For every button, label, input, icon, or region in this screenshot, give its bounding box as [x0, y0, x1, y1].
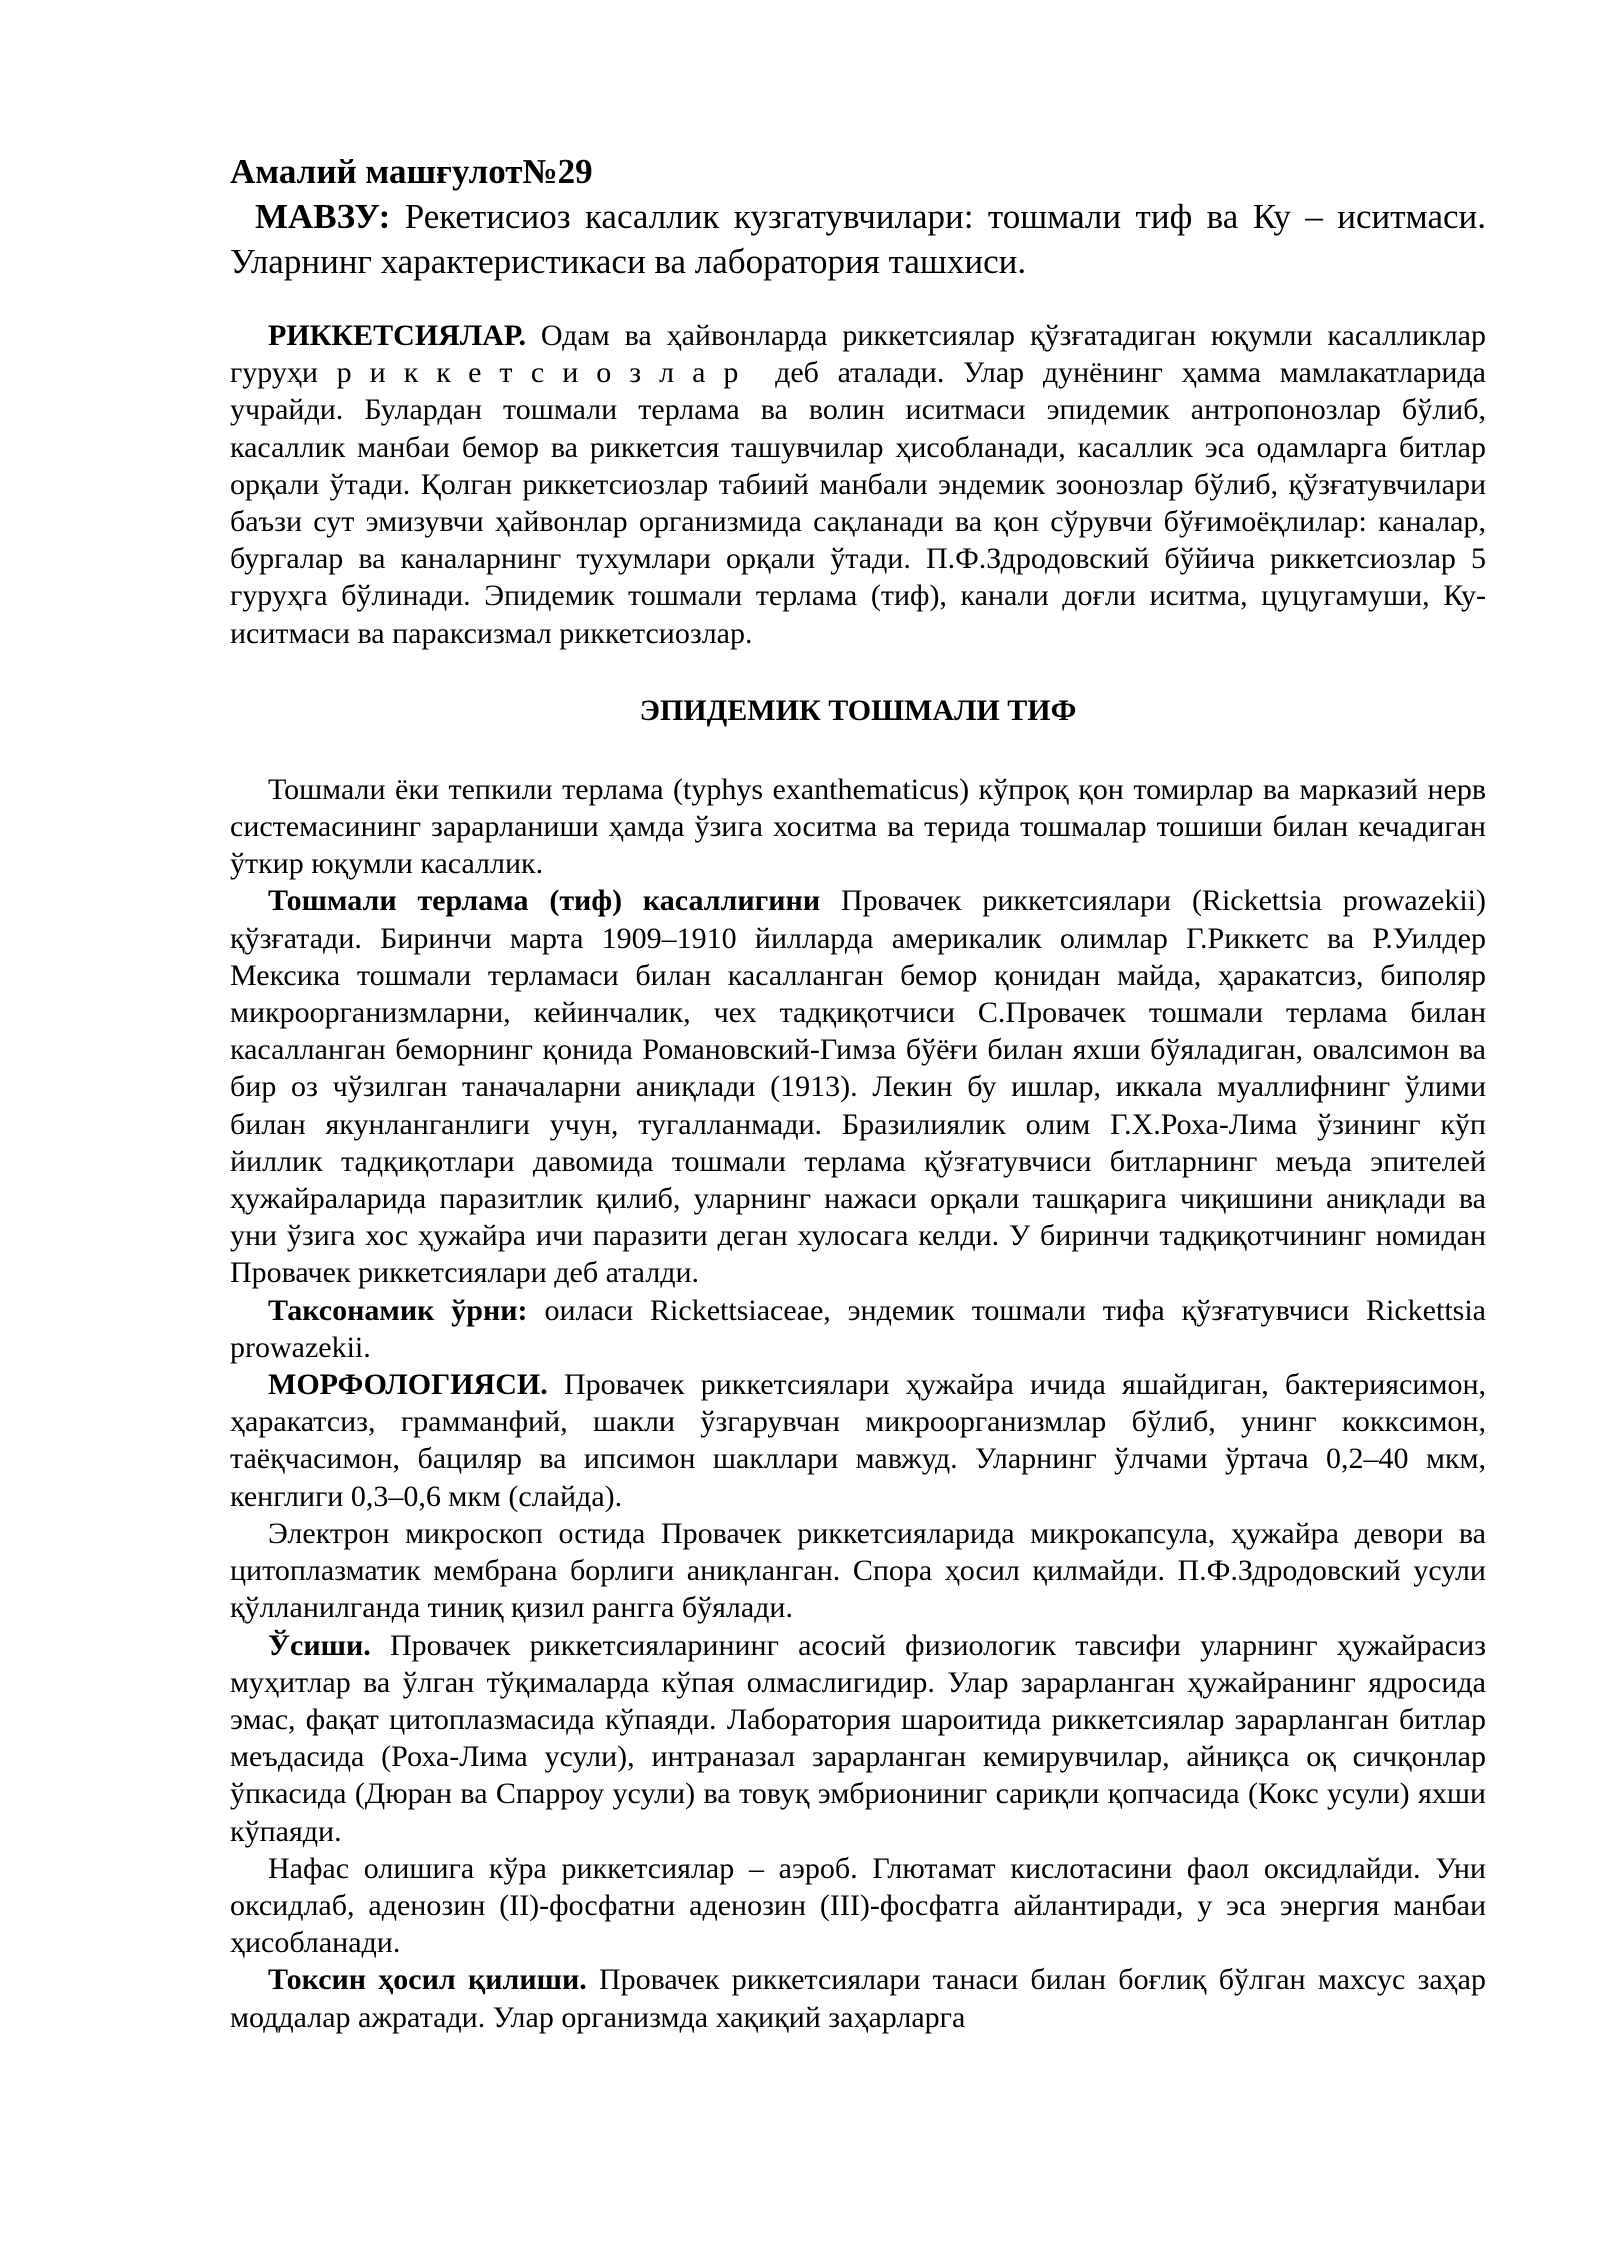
paragraph-text: Одам ва ҳайвонларда риккетсиялар қўзғатадиган юқумли касалликлар гуруҳи — [230, 319, 1486, 390]
spaced-term: риккетсиозлар — [336, 356, 757, 390]
paragraph-text: оиласи Rickettsiaceae, эндемик тошмали тифа қўзғатувчиси Rickettsia prowazekii. — [230, 1293, 1486, 1364]
paragraph-text: деб аталади. Улар дунёнинг ҳамма мамлакатларида учрайди. Булардан тошмали терлама ва волин иситмаси эпидемик антропонозлар бўлиб, касаллик манбаи бемор ва риккетсия ташувчилар ҳисобланади, касаллик эса одамларга битлар орқали ўтади. Қолган риккетсиозлар табиий манбали эндемик зоонозлар бўлиб, қўзғатувчилари баъзи сут эмизувчи ҳайвонлар организмида сақланади ва қон сўрувчи бўғимоёқлилар: каналар, бургалар ва каналарнинг тухумлари орқали ўтади. П.Ф.Здродовский бўйича риккетсиозлар 5 гуруҳга бўлинади. Эпидемик тошмали терлама (тиф), канали доғли иситма, цуцугамуши, Ку-иситмаси ва параксизмал риккетсиозлар. — [230, 356, 1486, 650]
paragraph-lead: Тошмали терлама (тиф) касаллигини — [268, 884, 821, 918]
paragraph-lead: МОРФОЛОГИЯСИ. — [268, 1368, 548, 1402]
paragraph-definition: Тошмали ёки тепкили терлама (typhys exanthematicus) кўпроқ қон томирлар ва марказий нерв системасининг зарарланиши ҳамда ўзига хоситма ва терида тошмалар тошиши билан кечадиган ўткир юқумли касаллик. — [230, 772, 1486, 881]
document-title: Амалий машғулот№29 — [230, 152, 593, 191]
topic-text: Рекетисиоз касаллик кузгатувчилари: тошмали тиф ва Ку – иситмаси. Уларнинг характеристикаси ва лаборатория ташхиси. — [230, 197, 1486, 281]
paragraph-text: Провачек риккетсиялари (Rickettsia prowazekii) қўзғатади. Биринчи марта 1909–1910 йилларда америкалик олимлар Г.Риккетс ва Р.Уилдер Мексика тошмали терламаси билан касалланган бемор қонидан майда, ҳаракатсиз, биполяр микроорганизмларни, кейинчалик, чех тадқиқотчиси С.Провачек тошмали терлама билан касалланган беморнинг қонида Романовский-Гимза бўёғи билан яхши бўяладиган, овалсимон ва бир оз чўзилган таначаларни аниқлади (1913). Лекин бу ишлар, иккала муаллифнинг ўлими билан якунланганлиги учун, тугалланмади. Бразилиялик олим Г.Х.Роха-Лима ўзининг кўп йиллик тадқиқотлари давомида тошмали терлама қўзғатувчиси битларнинг меъда эпителей ҳужайраларида паразитлик қилиб, уларнинг нажаси орқали ташқарига чиқишини аниқлади ва уни ўзига хос ҳужайра ичи паразити деган хулосага келди. У биринчи тадқиқотчининг номидан Провачек риккетсиялари деб аталди. — [230, 884, 1487, 1290]
paragraph-history — [230, 882, 1486, 1291]
paragraph-toxin — [230, 1961, 1486, 2035]
paragraph-lead: РИККЕТСИЯЛАР. — [268, 319, 526, 352]
paragraph-lead: Ўсиши. — [268, 1628, 371, 1662]
paragraph-lead: Таксонамик ўрни: — [268, 1293, 528, 1327]
paragraph-respiration: Нафас олишига кўра риккетсиялар – аэроб. Глютамат кислотасини фаол оксидлайди. Уни оксидлаб, аденозин (II)-фосфатни аденозин (III)-фосфатга айлантиради, у эса энергия манбаи ҳисобланади. — [230, 1851, 1486, 1960]
paragraph-taxonomy — [230, 1292, 1486, 1366]
section-heading: ЭПИДЕМИК ТОШМАЛИ ТИФ — [639, 693, 1077, 727]
topic-label: МАВЗУ: — [255, 197, 391, 236]
paragraph-morphology — [230, 1366, 1486, 1515]
paragraph-text: Провачек риккетсияларининг асосий физиологик тавсифи уларнинг ҳужайрасиз муҳитлар ва ўлган тўқималарда кўпая олмаслигидир. Улар зарарланган ҳужайранинг ядросида эмас, фақат цитоплазмасида кўпаяди. Лаборатория шароитида риккетсиялар зарарланган битлар меъдасида (Роха-Лима усули), интраназал зарарланган кемирувчилар, айниқса оқ сичқонлар ўпкасида (Дюран ва Спарроу усули) ва товуқ эмбриониниг сариқли қопчасида (Кокс усули) яхши кўпаяди. — [230, 1628, 1486, 1848]
paragraph-growth — [230, 1627, 1486, 1850]
paragraph-electron-microscope: Электрон микроскоп остида Провачек риккетсияларида микрокапсула, ҳужайра девори ва цитоплазматик мембрана борлиги аниқланган. Спора ҳосил қилмайди. П.Ф.Здродовский усули қўлланилганда тиниқ қизил рангга бўялади. — [230, 1516, 1486, 1625]
document-page — [230, 150, 1486, 2036]
paragraph-text: Провачек риккетсиялари танаси билан боғлиқ бўлган махсус заҳар моддалар ажратади. Улар организмда хақиқий заҳарларга — [230, 1963, 1486, 2034]
paragraph-text: Провачек риккетсиялари ҳужайра ичида яшайдиган, бактериясимон, ҳаракатсиз, грамманфий, шакли ўзгарувчан микроорганизмлар бўлиб, унинг коккcимон, таёқчасимон, бациляр ва ипсимон шакллари мавжуд. Уларнинг ўлчами ўртача 0,2–40 мкм, кенглиги 0,3–0,6 мкм (слайда). — [230, 1368, 1486, 1513]
paragraph-rickettsia-intro — [230, 317, 1486, 652]
topic-paragraph — [230, 194, 1486, 284]
paragraph-lead: Токсин ҳосил қилиши. — [268, 1963, 587, 1997]
